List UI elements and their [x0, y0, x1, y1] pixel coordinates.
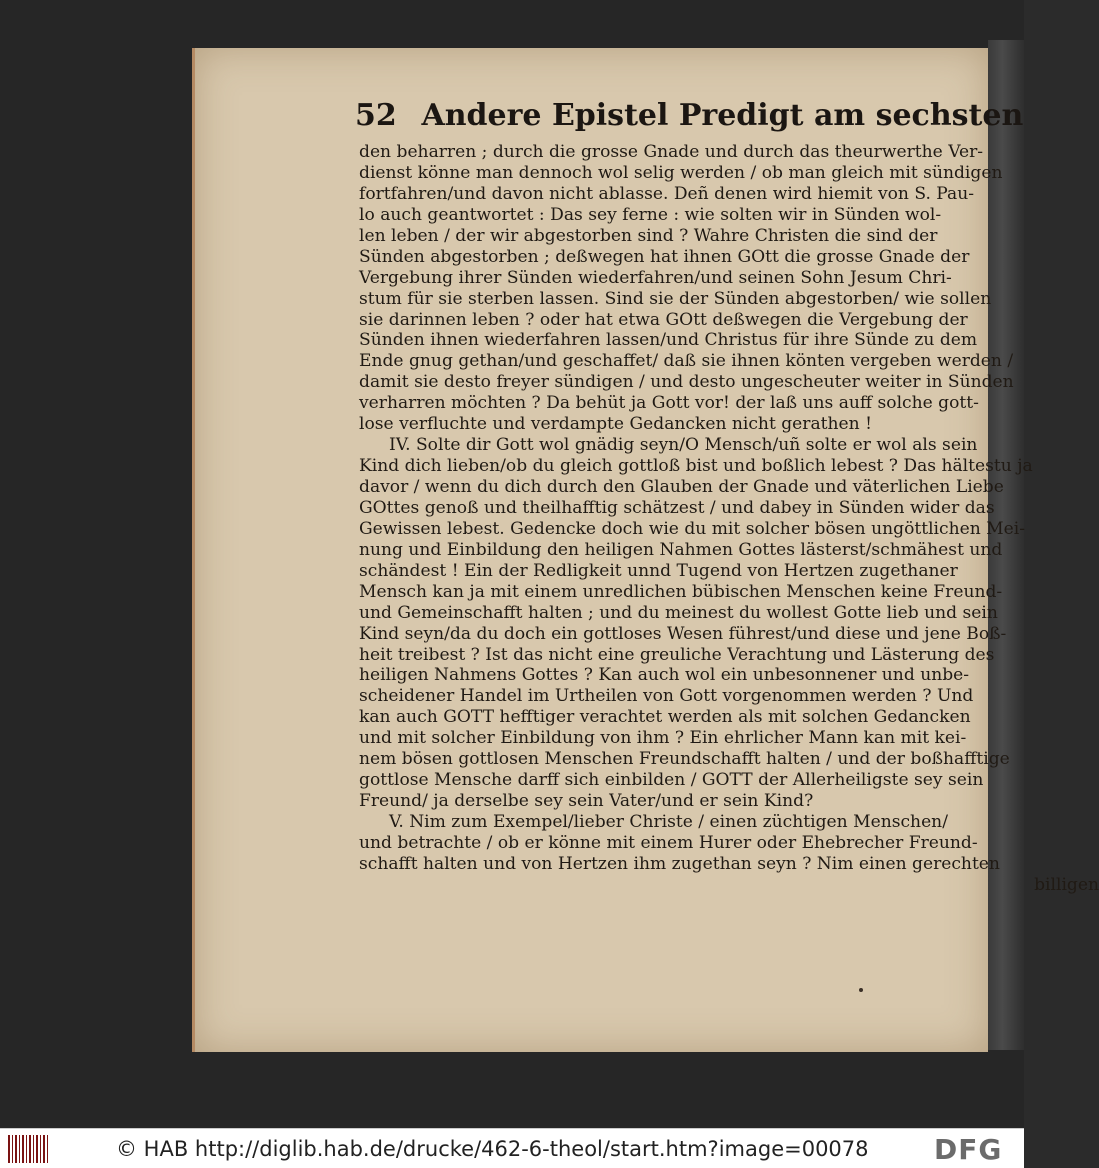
page-body: [359, 142, 1099, 896]
text-line: und Gemeinschafft halten ; und du meinest du wollest Gotte lieb und sein: [359, 602, 998, 623]
dfg-logo: DFG: [934, 1133, 1003, 1166]
page-number: 52: [355, 98, 397, 133]
page-header: [355, 98, 1024, 138]
text-line: Mensch kan ja mit einem unredlichen bübischen Menschen keine Freund-: [359, 581, 1003, 602]
text-line: V. Nim zum Exempel/lieber Christe / einen züchtigen Menschen/: [389, 812, 948, 832]
text-line: nem bösen gottlosen Menschen Freundschafft halten / und der boßhafftige: [359, 749, 1010, 770]
text-line: verharren möchten ? Da behüt ja Gott vor! der laß uns auff solche gott-: [359, 393, 979, 414]
footer-bar: [0, 1128, 1024, 1168]
text-line: heit treibest ? Ist das nicht eine greuliche Verachtung und Lästerung des: [359, 644, 995, 665]
text-line: schafft halten und von Hertzen ihm zugethan seyn ? Nim einen gerechten: [359, 853, 1000, 874]
running-title: Andere Epistel Predigt am sechsten: [421, 98, 1024, 133]
text-line: und betrachte / ob er könne mit einem Hurer oder Ehebrecher Freund-: [359, 832, 978, 853]
text-line: damit sie desto freyer sündigen / und desto ungescheuter weiter in Sünden: [359, 372, 1014, 393]
text-line: Vergebung ihrer Sünden wiederfahren/und seinen Sohn Jesum Chri-: [359, 267, 952, 288]
barcode-icon: [8, 1135, 48, 1163]
text-line: stum für sie sterben lassen. Sind sie der Sünden abgestorben/ wie sollen: [359, 288, 992, 309]
scanned-page: [192, 48, 1099, 1052]
text-line: davor / wenn du dich durch den Glauben der Gnade und väterlichen Liebe: [359, 477, 1004, 497]
text-line: lose verfluchte und verdampte Gedancken nicht gerathen !: [359, 414, 872, 435]
text-line: IV. Solte dir Gott wol gnädig seyn/O Mensch/uñ solte er wol als sein: [389, 435, 978, 456]
text-line: nung und Einbildung den heiligen Nahmen Gottes lästerst/schmähest und: [359, 539, 1003, 560]
text-line: len leben / der wir abgestorben sind ? Wahre Christen die sind der: [359, 225, 938, 246]
text-line: kan auch GOTT hefftiger verachtet werden als mit solchen Gedancken: [359, 707, 971, 728]
catchword: billigen: [1034, 874, 1099, 895]
copyright-link[interactable]: © HAB http://diglib.hab.de/drucke/462-6-theol/start.htm?image=00078: [116, 1137, 869, 1161]
text-line: Kind seyn/da du doch ein gottloses Wesen führest/und diese und jene Boß-: [359, 623, 1007, 644]
text-line: und mit solcher Einbildung von ihm ? Ein ehrlicher Mann kan mit kei-: [359, 728, 967, 749]
text-line: GOttes genoß und theilhafftig schätzest / und dabey in Sünden wider das: [359, 497, 995, 518]
text-line: Sünden abgestorben ; deßwegen hat ihnen GOtt die grosse Gnade der: [359, 246, 970, 267]
text-line: Kind dich lieben/ob du gleich gottloß bist und boßlich lebest ? Das hältestu ja: [359, 456, 1033, 477]
text-line: dienst könne man dennoch wol selig werden / ob man gleich mit sündigen: [359, 162, 1003, 183]
text-line: den beharren ; durch die grosse Gnade und durch das theurwerthe Ver-: [359, 142, 984, 162]
text-line: sie darinnen leben ? oder hat etwa GOtt deßwegen die Vergebung der: [359, 309, 968, 330]
text-line: Ende gnug gethan/und geschaffet/ daß sie ihnen könten vergeben werden /: [359, 351, 1014, 372]
text-line: Sünden ihnen wiederfahren lassen/und Christus für ihre Sünde zu dem: [359, 330, 978, 351]
text-line: scheidener Handel im Urtheilen von Gott vorgenommen werden ? Und: [359, 686, 974, 707]
text-line: Freund/ ja derselbe sey sein Vater/und er sein Kind?: [359, 791, 814, 812]
text-line: schändest ! Ein der Redligkeit unnd Tugend von Hertzen zugethaner: [359, 560, 958, 581]
text-line: Gewissen lebest. Gedencke doch wie du mit solcher bösen ungöttlichen Mei-: [359, 518, 1026, 539]
text-line: lo auch geantwortet : Das sey ferne : wie solten wir in Sünden wol-: [359, 204, 942, 225]
text-line: fortfahren/und davon nicht ablasse. Deñ denen wird hiemit von S. Pau-: [359, 183, 975, 204]
text-line: gottlose Mensche darff sich einbilden / GOTT der Allerheiligste sey sein: [359, 770, 984, 791]
ink-dot: [859, 988, 863, 992]
text-line: heiligen Nahmens Gottes ? Kan auch wol ein unbesonnener und unbe-: [359, 665, 970, 686]
